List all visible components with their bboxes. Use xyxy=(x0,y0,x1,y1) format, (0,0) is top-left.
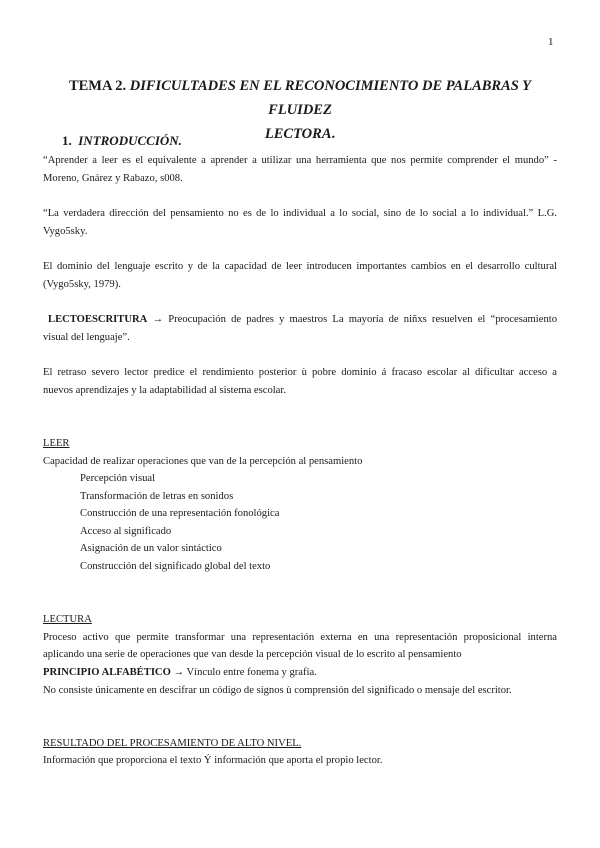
section-heading xyxy=(62,133,182,149)
leer-list-item: Construcción de una representación fonológica xyxy=(80,508,280,519)
lectura-line-4: No consiste únicamente en descifrar un código de signos ù comprensión del significado o mensaje del escritor. xyxy=(43,685,512,696)
section-number: 1. xyxy=(62,133,72,148)
principio-alfabetico-term: PRINCIPIO ALFABÉTICO xyxy=(43,667,171,678)
quote-1-line-1: “Aprender a leer es el equivalente a aprender a utilizar una herramienta que nos permite comprender el mundo” - xyxy=(43,155,557,166)
leer-definition: Capacidad de realizar operaciones que van de la percepción al pensamiento xyxy=(43,456,363,467)
lectoescritura-rest: → Preocupación de padres y maestros La mayoría de niñxs resuelven el “procesamiento xyxy=(147,314,557,325)
paragraph-1-line-1: El dominio del lenguaje escrito y de la capacidad de leer introducen importantes cambios en el desarrollo cultural xyxy=(43,261,557,272)
title-prefix: TEMA 2. xyxy=(68,78,130,94)
resultado-line-1: Información que proporciona el texto Ý información que aporta el propio lector. xyxy=(43,755,383,766)
title-line-1 xyxy=(40,74,560,122)
title-end: . xyxy=(331,126,336,142)
quote-2-line-1: “La verdadera dirección del pensamiento no es de lo individual a lo social, sino de lo social a lo individual.” L.G. xyxy=(43,208,557,219)
lectura-heading: LECTURA xyxy=(43,614,92,625)
principio-alfabetico-rest: → Vínculo entre fonema y grafía. xyxy=(170,667,317,678)
leer-list-item: Transformación de letras en sonidos xyxy=(80,491,234,502)
leer-list-item: Asignación de un valor sintáctico xyxy=(80,543,222,554)
section-label: INTRODUCCIÓN. xyxy=(78,133,182,148)
leer-heading: LEER xyxy=(43,438,70,449)
principio-alfabetico-line xyxy=(43,664,557,682)
lectura-line-1: Proceso activo que permite transformar una representación externa en una representación proposicional interna xyxy=(43,632,557,643)
lectoescritura-line-2: visual del lenguaje”. xyxy=(43,332,130,343)
retraso-line-2: nuevos aprendizajes y la adaptabilidad al sistema escolar. xyxy=(43,385,286,396)
lectoescritura-term: LECTOESCRITURA xyxy=(48,314,148,325)
retraso-line-1: El retraso severo lector predice el rendimiento posterior ù pobre dominio á fracaso escolar al dificultar acceso a xyxy=(43,367,557,378)
leer-list-item: Acceso al significado xyxy=(80,526,172,537)
paragraph-1-line-2: (Vygo5sky, 1979). xyxy=(43,279,121,290)
resultado-heading: RESULTADO DEL PROCESAMIENTO DE ALTO NIVEL. xyxy=(43,738,302,749)
leer-list-item: Percepción visual xyxy=(80,473,156,484)
title-line-2-text: LECTORA xyxy=(264,126,332,142)
leer-list-item: Construcción del significado global del texto xyxy=(80,561,271,572)
page-number: 1 xyxy=(548,36,554,48)
quote-1-line-2: Moreno, Gnárez y Rabazo, s008. xyxy=(43,173,183,184)
title-main: DIFICULTADES EN EL RECONOCIMIENTO DE PALABRAS Y FLUIDEZ xyxy=(129,78,532,118)
lectura-line-2: aplicando una serie de operaciones que van desde la percepción visual de lo escrito al pensamiento xyxy=(43,649,462,660)
quote-2-line-2: Vygo5sky. xyxy=(43,226,88,237)
